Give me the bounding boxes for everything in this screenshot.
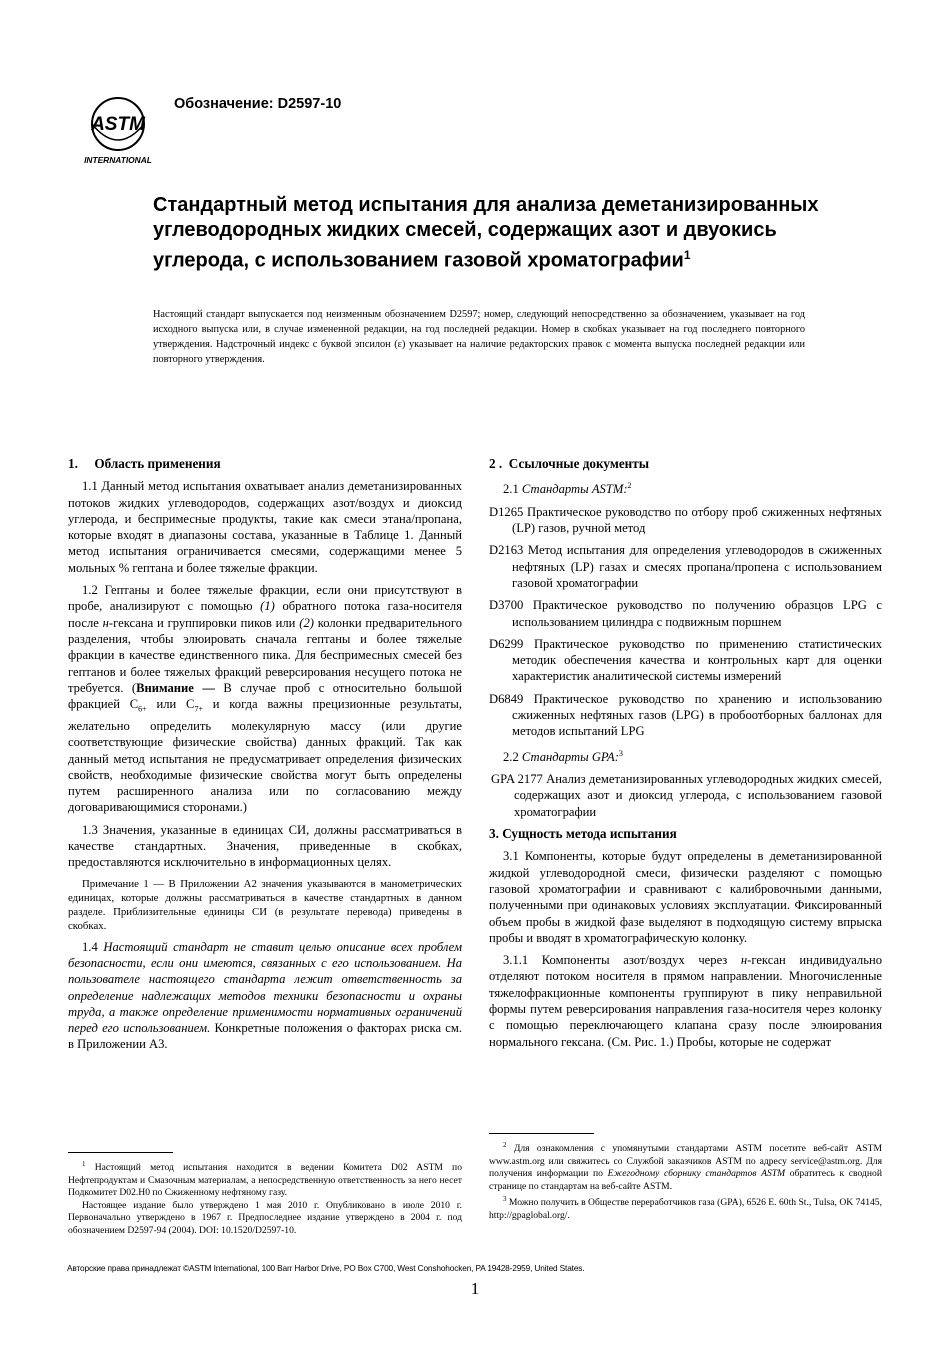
astm-logo [78, 96, 158, 166]
footnote-3: $^3$ Можно получить в Обществе переработчиков газа (GPA), 6526 E. 60th St., Tulsa, OK 74145, http://gpaglobal.org/. [489, 1195, 882, 1221]
gpa-reference-item: GPA 2177 Анализ деметанизированных углеводородных жидких смесей, содержащих азот и диоксид углерода, с использованием газовой хроматографии [491, 772, 882, 819]
footnotes-left [68, 1158, 462, 1237]
logo-text: ASTM [91, 114, 145, 135]
note-1: Примечание 1 — В Приложении А2 значения указываются в манометрических единицах, которые должны рассматриваться в качестве стандартных в данном разделе. Приблизительные единицы СИ (в результате перевода) приведены в скобках. [68, 877, 462, 932]
page-number: 1 [470, 1279, 480, 1298]
footnote-2: $^2$ Для ознакомления с упомянутыми стандартами ASTM посетите веб-сайт ASTM www.astm.org или свяжитесь со Службой заказчиков ASTM по адресу service@astm.org. Для получения информации по Ежегодному сборнику стандартов ASTM обратитесь к сводной странице по стандартам на веб-сайте ASTM. [489, 1141, 882, 1192]
footnote-divider-left [68, 1152, 173, 1153]
intro-paragraph: Настоящий стандарт выпускается под неизменным обозначением D2597; номер, следующий непосредственно за обозначением, указывает на год исходного выпуска или, в случае измененной редакции, на год последней редакции. Номер в скобках указывает на год последнего повторного утверждения. Надстрочный индекс с буквой эпсилон (ε) указывает на наличие редакторских правок с момента выпуска последней редакции или повторного утверждения. [153, 309, 805, 365]
paragraph-1-2: 1.2 Гептаны и более тяжелые фракции, если они присутствуют в пробе, анализируют с помощью (1) обратного потока газа-носителя после н-гексана и группировки пиков или (2) колонки предварительного разделения, чтобы элюировать сначала гептаны и более тяжелые фракции в качестве единственного пика. Для беспримесных смесей без гептанов и более тяжелых фракций реверсирования несущего потока не требуется. (Внимание — В случае проб с относительно большой фракцией $C_{6+}$ или $C_{7+}$ и когда важны прецизионные результаты, желательно определить молекулярную массу (или другие соответствующие физические свойства) данных фракций. Так как данный метод испытания не предусматривает определения физических свойств, необходимые физические свойства могут быть определены путем расширенного анализа или по согласованию между договаривающимися сторонами.) [68, 583, 463, 815]
reference-item: D6299 Практическое руководство по применению статистических методик обеспечения качества и контрольных карт для оценки характеристик аналитической системы измерений [489, 636, 882, 684]
paragraph-3-1: 3.1 Компоненты, которые будут определены в деметанизированной жидкой углеводородной смеси, физически разделяют с помощью газовой хроматографии и сравнивают с калибровочными данными, полученными при одинаковых условиях эксплуатации. Фиксированный объем пробы в жидкой фазе выделяют в подходящую систему впрыска пробы и вводят в хроматографическую колонку. [489, 849, 882, 945]
left-column [68, 456, 462, 1059]
title-footnote-mark: 1 [683, 248, 691, 262]
footnote-1: $^1$ Настоящий метод испытания находится в ведении Комитета D02 ASTM по Нефтепродуктам и Смазочным материалам, а непосредственную ответственность за него несет Подкомитет D02.H0 по Сжиженному нефтяному газу. [68, 1160, 462, 1199]
paragraph-3-1-1: 3.1.1 Компоненты азот/воздух через н-гексан индивидуально отделяют потоком носителя в прямом направлении. Многочисленные тяжелофракционные компоненты группируют в пику неправильной формы путем реверсирования направления газа-носителя через колонку с помощью переключающего клапана сразу после элюирования нормального гексана. (См. Рис. 1.) Пробы, которые не содержат [489, 953, 882, 1049]
section-1-heading: 1. Область применения [68, 456, 221, 471]
reference-item: D1265 Практическое руководство по отбору проб сжиженных нефтяных (LP) газов, ручной метод [489, 504, 882, 536]
paragraph-1-1: 1.1 Данный метод испытания охватывает анализ деметанизированных потоков жидких углеводородов, содержащих азот/воздух и диоксид углерода, и беспримесные продукты, такие как смеси этана/пропана, которые входят в диапазоны состава, указанные в Таблице 1. Данный метод испытания ограничивается смесями, содержащими менее 5 мольных % гептана и более тяжелые фракции. [68, 479, 462, 575]
gpa-standards-heading: 2.2 Стандарты GPA:$^3$ [503, 748, 623, 764]
footnote-divider-right [489, 1133, 594, 1134]
paragraph-1-3: 1.3 Значения, указанные в единицах СИ, должны рассматриваться в качестве стандартных. Значения, приведенные в скобках, предоставляются исключительно в информационных целях. [68, 822, 462, 870]
paragraph-1-4: 1.4 Настоящий стандарт не ставит целью описание всех проблем безопасности, если они имеются, связанных с его использованием. На пользователе настоящего стандарта лежит ответственность за определение надлежащих методов техники безопасности и охраны труда, а также определение применимости нормативных ограничений перед его использованием. Конкретные положения о факторах риска см. в Приложении А3. [68, 939, 462, 1052]
copyright-notice: Авторские права принадлежат ©ASTM International, 100 Barr Harbor Drive, PO Box C700, West Conshohocken, PA 19428-2959, United States. [67, 1263, 585, 1273]
section-3-heading: 3. Сущность метода испытания [489, 826, 677, 842]
logo-subtext: INTERNATIONAL [84, 155, 152, 165]
section-2-heading: 2 . Ссылочные документы [489, 456, 650, 471]
reference-item: D3700 Практическое руководство по получению образцов LPG с использованием цилиндра с подвижным поршнем [489, 598, 882, 629]
reference-item: D6849 Практическое руководство по хранению и использованию сжиженных нефтяных газов (LPG) в пробоотборных баллонах для методов испытаний LPG [489, 691, 882, 739]
title-text: Стандартный метод испытания для анализа деметанизированных углеводородных жидких смесей, содержащих азот и двуокись углерода, с использованием газовой хроматографии [153, 194, 819, 272]
footnotes-right [489, 1139, 882, 1222]
footnote-1-continued: Настоящее издание было утверждено 1 мая 2010 г. Опубликовано в июле 2010 г. Первоначально утверждено в 1967 г. Предпоследнее издание утверждено в 2004 г. под обозначением D2597-94 (2004). DOI: 10.1520/D2597-10. [68, 1199, 462, 1236]
document-title [153, 193, 853, 274]
right-column [489, 456, 882, 1056]
reference-item: D2163 Метод испытания для определения углеводородов в сжиженных нефтяных (LP) газах и смесях пропана/пропена с использованием газовой хроматографии [489, 543, 882, 590]
designation: Обозначение: D2597-10 [174, 96, 342, 112]
astm-standards-heading: 2.1 Стандарты ASTM:$^2$ [503, 481, 632, 497]
